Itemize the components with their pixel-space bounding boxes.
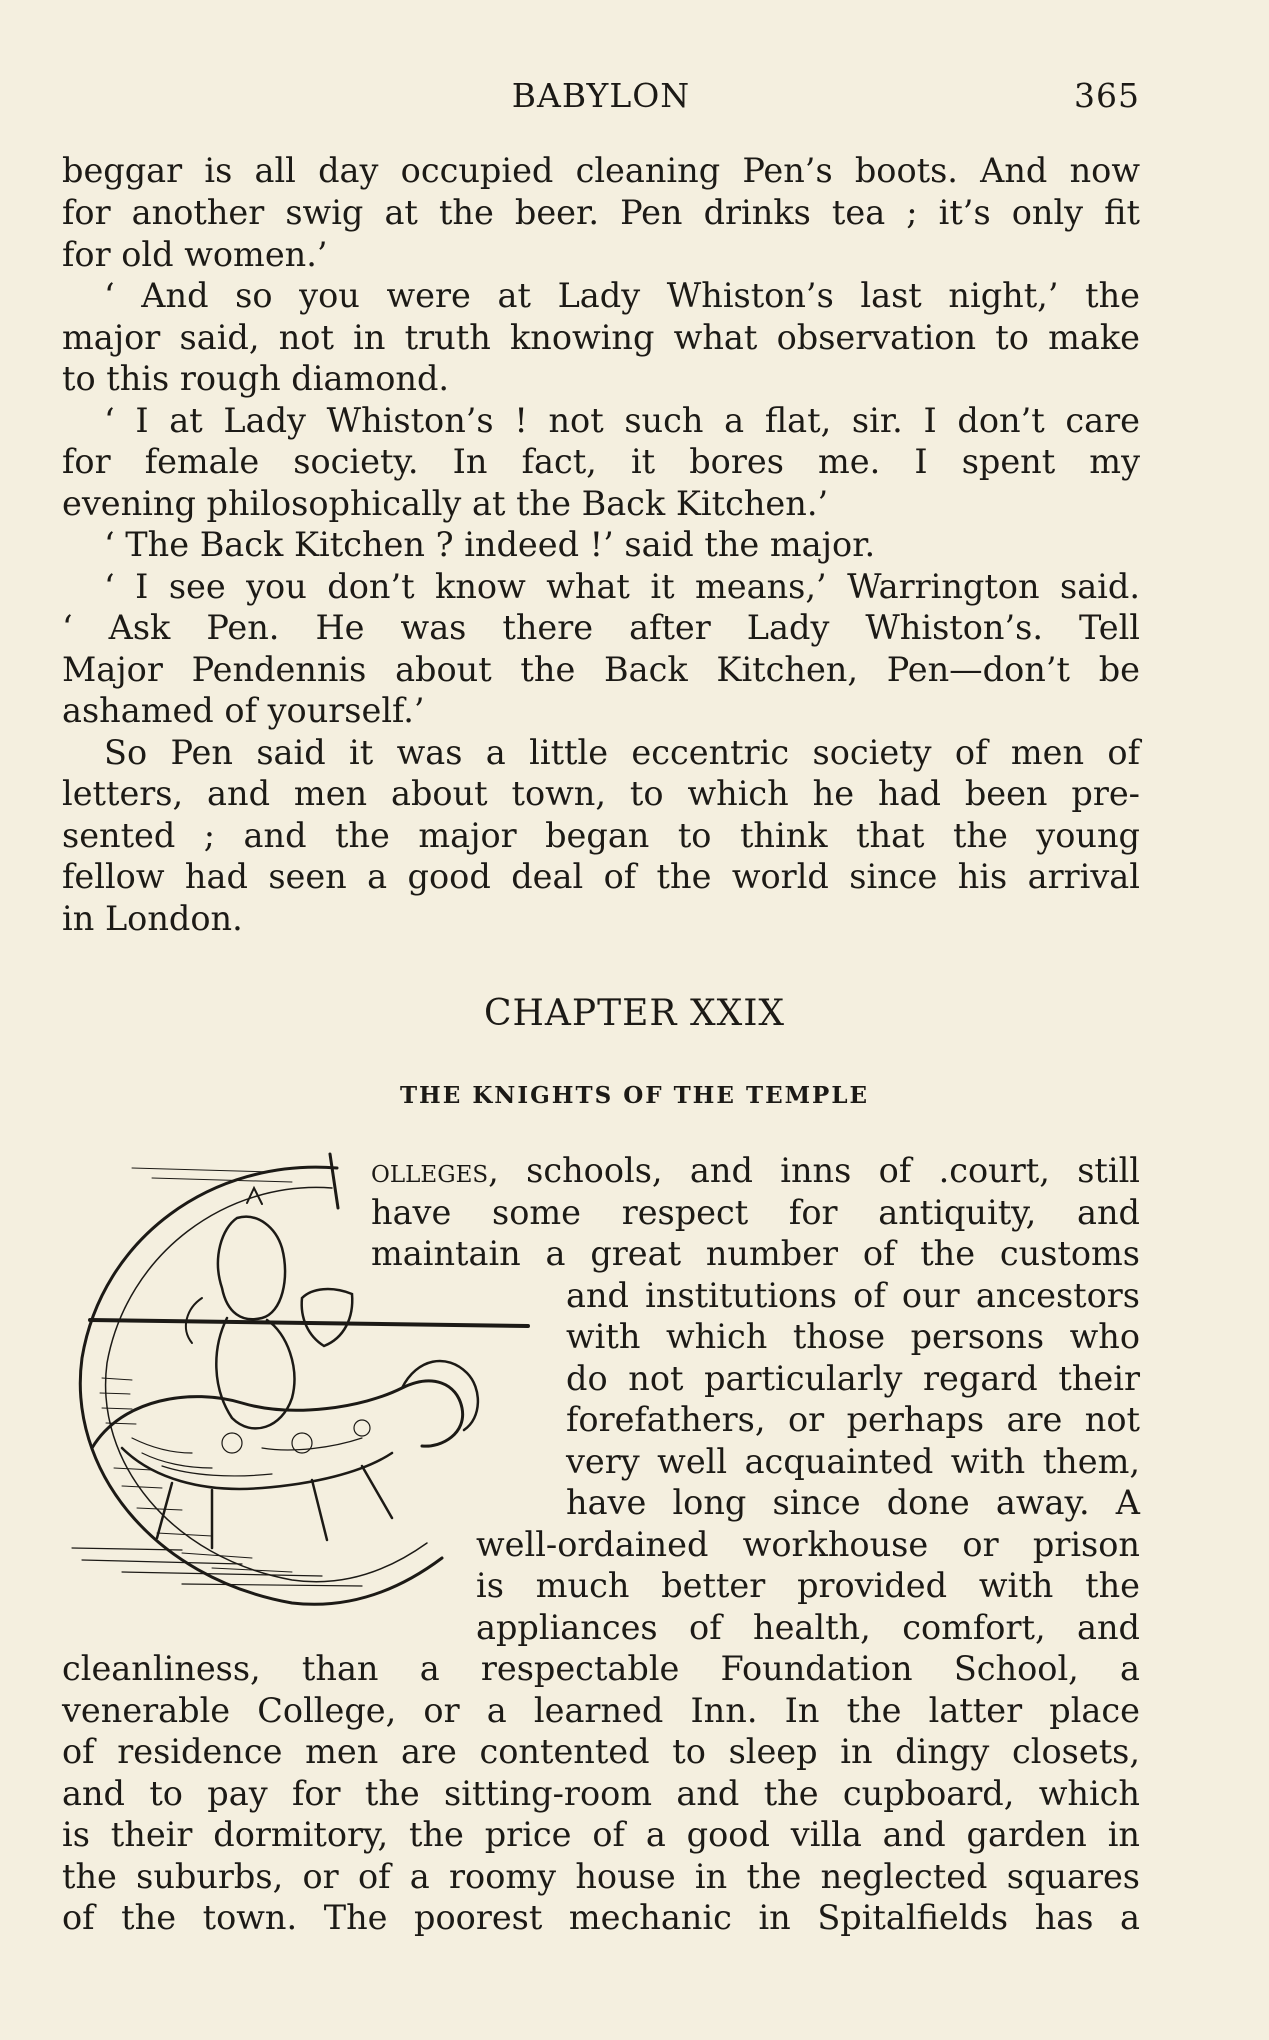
text-span: schools, and inns of .court, still <box>526 1151 1140 1190</box>
running-title: BABYLON <box>511 76 691 115</box>
text-line: for female society. In fact, it bores me. I spent my <box>62 442 1140 481</box>
text-line: beggar is all day occupied cleaning Pen’s boots. And now <box>62 151 1140 190</box>
text-line: sented ; and the major began to think that the young <box>62 816 1140 855</box>
text-line: cleanliness, than a respectable Foundation School, a <box>62 1649 1140 1688</box>
text-line: very well acquainted with them, <box>566 1442 1140 1481</box>
text-line: with which those persons who <box>566 1317 1140 1356</box>
text-line: forefathers, or perhaps are not <box>566 1400 1140 1439</box>
text-line: ‘ I at Lady Whiston’s ! not such a flat, sir. I don’t care <box>104 401 1140 440</box>
text-line: is their dormitory, the price of a good villa and garden in <box>62 1815 1140 1854</box>
drop-cap-word: olleges, <box>371 1151 499 1190</box>
text-line: letters, and men about town, to which he had been pre- <box>62 774 1140 813</box>
text-line: of residence men are contented to sleep in dingy closets, <box>62 1732 1140 1771</box>
text-line: of the town. The poorest mechanic in Spitalfields has a <box>62 1898 1140 1937</box>
text-line: ‘ Ask Pen. He was there after Lady Whiston’s. Tell <box>62 608 1140 647</box>
text-line: for old women.’ <box>62 235 328 274</box>
text-line: fellow had seen a good deal of the world since his arrival <box>62 857 1140 896</box>
text-line: So Pen said it was a little eccentric society of men of <box>104 733 1140 772</box>
text-line: Major Pendennis about the Back Kitchen, Pen—don’t be <box>62 650 1140 689</box>
text-line: well-ordained workhouse or prison <box>476 1525 1140 1564</box>
text-line: ‘ I see you don’t know what it means,’ Warrington said. <box>104 567 1140 606</box>
text-line: have some respect for antiquity, and <box>371 1193 1140 1232</box>
text-line: is much better provided with the <box>476 1566 1140 1605</box>
text-line: to this rough diamond. <box>62 359 450 398</box>
text-line: have long since done away. A <box>566 1483 1140 1522</box>
chapter-subtitle: THE KNIGHTS OF THE TEMPLE <box>399 1082 870 1109</box>
text-line: in London. <box>62 899 243 938</box>
text-line: evening philosophically at the Back Kitchen.’ <box>62 484 829 523</box>
text-line: ‘ And so you were at Lady Whiston’s last night,’ the <box>104 276 1140 315</box>
page-number: 365 <box>1074 76 1140 115</box>
text-line: venerable College, or a learned Inn. In the latter place <box>62 1691 1140 1730</box>
text-line: and to pay for the sitting-room and the cupboard, which <box>62 1774 1140 1813</box>
text-line: maintain a great number of the customs <box>371 1234 1140 1273</box>
page-header <box>62 72 1140 122</box>
text-line <box>371 1150 1140 1192</box>
chapter-title: CHAPTER XXIX <box>483 993 786 1034</box>
text-line: the suburbs, or of a roomy house in the neglected squares <box>62 1857 1140 1896</box>
text-line: and institutions of our ancestors <box>566 1276 1140 1315</box>
text-line: ashamed of yourself.’ <box>62 691 425 730</box>
text-line: ‘ The Back Kitchen ? indeed !’ said the major. <box>104 525 876 564</box>
text-line: major said, not in truth knowing what observation to make <box>62 318 1140 357</box>
text-line: do not particularly regard their <box>566 1359 1140 1398</box>
text-line: for another swig at the beer. Pen drinks tea ; it’s only fit <box>62 193 1140 232</box>
text-line: appliances of health, comfort, and <box>476 1608 1140 1647</box>
